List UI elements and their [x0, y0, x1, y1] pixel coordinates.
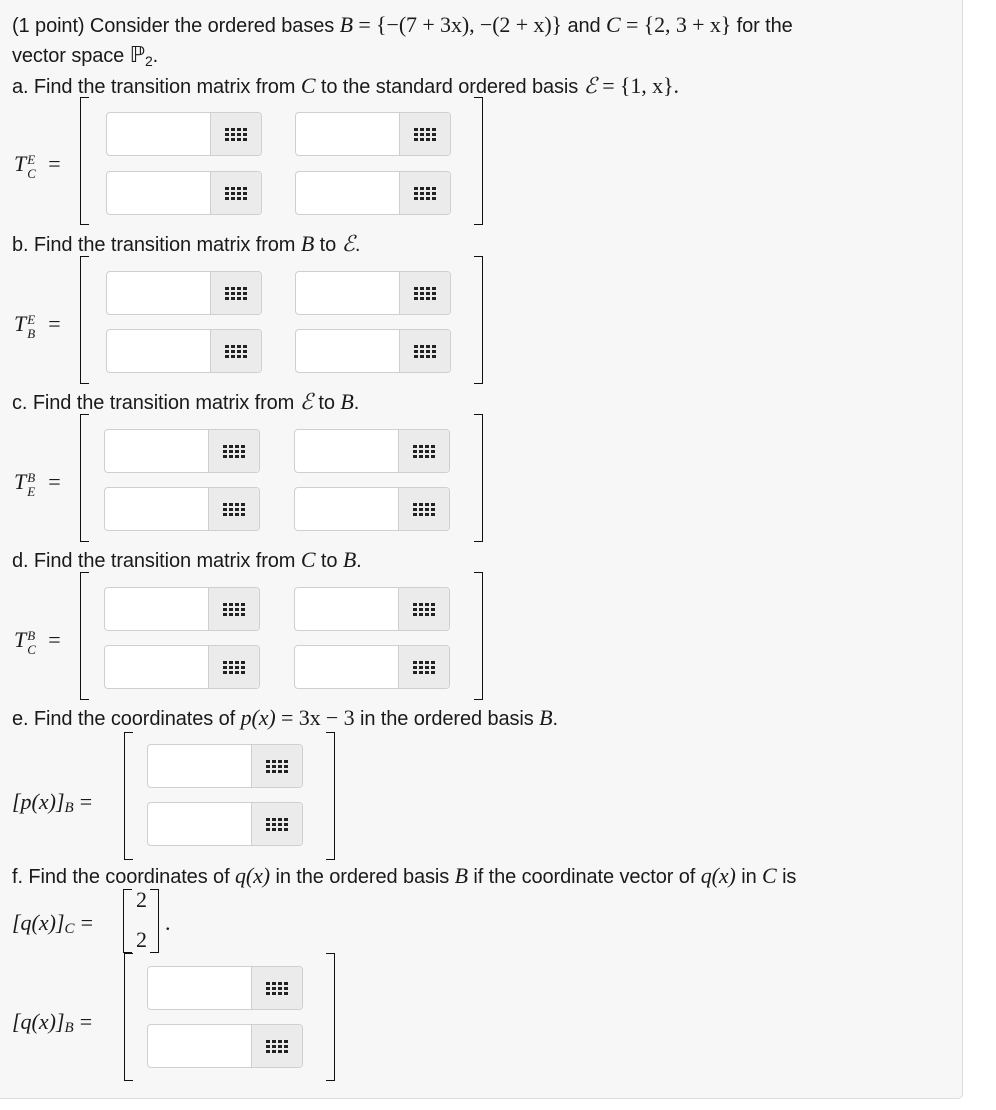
- answer-b-r1c2[interactable]: [295, 271, 451, 315]
- answer-d-r1c1[interactable]: [104, 587, 260, 631]
- answer-input[interactable]: [107, 113, 210, 155]
- answer-f-r2[interactable]: [147, 1024, 303, 1068]
- answer-c-r2c1[interactable]: [104, 487, 260, 531]
- matrix-grid-icon: [266, 1040, 288, 1053]
- right-bracket: [150, 889, 159, 953]
- matrix-grid-button[interactable]: [399, 330, 450, 372]
- answer-input[interactable]: [105, 588, 208, 630]
- matrix-grid-icon: [413, 445, 435, 458]
- matrix-grid-icon: [225, 287, 247, 300]
- part-f-lhs: [q(x)]B =: [12, 1009, 93, 1036]
- part-b-lhs: T E B =: [14, 311, 61, 341]
- answer-a-r1c1[interactable]: [106, 112, 262, 156]
- part-a-lhs: T E C =: [14, 151, 61, 181]
- matrix-grid-icon: [223, 661, 245, 674]
- matrix-grid-icon: [266, 760, 288, 773]
- given-vector-entry-2: 2: [136, 927, 147, 952]
- matrix-grid-icon: [225, 345, 247, 358]
- matrix-grid-button[interactable]: [208, 430, 259, 472]
- given-vector-period: .: [165, 910, 171, 935]
- matrix-grid-icon: [413, 603, 435, 616]
- matrix-grid-icon: [413, 661, 435, 674]
- part-b-prompt: b. Find the transition matrix from B to ℰ.: [12, 231, 361, 256]
- matrix-grid-icon: [223, 503, 245, 516]
- answer-d-r2c2[interactable]: [294, 645, 450, 689]
- right-bracket: [326, 953, 335, 1081]
- answer-d-r2c1[interactable]: [104, 645, 260, 689]
- answer-a-r2c1[interactable]: [106, 171, 262, 215]
- answer-b-r2c2[interactable]: [295, 329, 451, 373]
- answer-input[interactable]: [148, 967, 251, 1009]
- matrix-grid-button[interactable]: [208, 488, 259, 530]
- part-e-lhs: [p(x)]B =: [12, 789, 93, 816]
- matrix-grid-button[interactable]: [399, 113, 450, 155]
- matrix-grid-icon: [414, 128, 436, 141]
- answer-e-r2[interactable]: [147, 802, 303, 846]
- matrix-grid-button[interactable]: [398, 430, 449, 472]
- answer-d-r1c2[interactable]: [294, 587, 450, 631]
- matrix-grid-button[interactable]: [251, 1025, 302, 1067]
- answer-input[interactable]: [296, 272, 399, 314]
- answer-input[interactable]: [107, 172, 210, 214]
- part-a-prompt: a. Find the transition matrix from C to the standard ordered basis ℰ = {1, x}.: [12, 73, 679, 98]
- left-bracket: [124, 953, 133, 1081]
- answer-c-r1c2[interactable]: [294, 429, 450, 473]
- left-bracket: [124, 732, 133, 860]
- matrix-grid-icon: [266, 982, 288, 995]
- matrix-grid-button[interactable]: [398, 488, 449, 530]
- answer-input[interactable]: [296, 113, 399, 155]
- matrix-grid-button[interactable]: [251, 803, 302, 845]
- problem-intro-line2: vector space ℙ$_2$.: [12, 42, 159, 69]
- part-f-prompt: f. Find the coordinates of q(x) in the ordered basis B if the coordinate vector of q(x) in C is: [12, 863, 797, 888]
- answer-input[interactable]: [295, 588, 398, 630]
- matrix-grid-icon: [414, 345, 436, 358]
- part-d-lhs: T B C =: [14, 627, 61, 657]
- answer-a-r2c2[interactable]: [295, 171, 451, 215]
- part-c-lhs: T B E =: [14, 469, 61, 499]
- answer-input[interactable]: [105, 646, 208, 688]
- matrix-grid-icon: [414, 187, 436, 200]
- matrix-grid-icon: [266, 818, 288, 831]
- given-vector-entry-1: 2: [136, 887, 147, 912]
- matrix-grid-icon: [413, 503, 435, 516]
- answer-input[interactable]: [296, 330, 399, 372]
- matrix-grid-button[interactable]: [208, 646, 259, 688]
- answer-input[interactable]: [295, 430, 398, 472]
- matrix-grid-button[interactable]: [251, 745, 302, 787]
- answer-input[interactable]: [295, 488, 398, 530]
- answer-b-r2c1[interactable]: [106, 329, 262, 373]
- answer-input[interactable]: [295, 646, 398, 688]
- left-bracket: [80, 414, 89, 542]
- answer-c-r2c2[interactable]: [294, 487, 450, 531]
- part-c-prompt: c. Find the transition matrix from ℰ to B.: [12, 389, 360, 414]
- matrix-grid-button[interactable]: [251, 967, 302, 1009]
- matrix-grid-button[interactable]: [210, 172, 261, 214]
- answer-input[interactable]: [148, 745, 251, 787]
- answer-a-r1c2[interactable]: [295, 112, 451, 156]
- matrix-grid-icon: [223, 603, 245, 616]
- matrix-grid-button[interactable]: [210, 113, 261, 155]
- matrix-grid-button[interactable]: [398, 646, 449, 688]
- answer-input[interactable]: [107, 272, 210, 314]
- right-bracket: [474, 572, 483, 700]
- part-d-prompt: d. Find the transition matrix from C to B.: [12, 547, 362, 572]
- matrix-grid-button[interactable]: [398, 588, 449, 630]
- matrix-grid-icon: [225, 128, 247, 141]
- matrix-grid-icon: [225, 187, 247, 200]
- matrix-grid-button[interactable]: [210, 272, 261, 314]
- answer-b-r1c1[interactable]: [106, 271, 262, 315]
- matrix-grid-icon: [223, 445, 245, 458]
- answer-input[interactable]: [105, 430, 208, 472]
- right-bracket: [474, 414, 483, 542]
- right-bracket: [326, 732, 335, 860]
- answer-e-r1[interactable]: [147, 744, 303, 788]
- part-e-prompt: e. Find the coordinates of p(x) = 3x − 3 in the ordered basis B.: [12, 705, 558, 730]
- matrix-grid-button[interactable]: [399, 272, 450, 314]
- answer-input[interactable]: [148, 803, 251, 845]
- right-bracket: [474, 256, 483, 384]
- matrix-grid-icon: [414, 287, 436, 300]
- answer-input[interactable]: [148, 1025, 251, 1067]
- answer-input[interactable]: [296, 172, 399, 214]
- answer-c-r1c1[interactable]: [104, 429, 260, 473]
- right-bracket: [474, 97, 483, 225]
- left-bracket: [80, 97, 89, 225]
- left-bracket: [80, 572, 89, 700]
- matrix-grid-button[interactable]: [210, 330, 261, 372]
- matrix-grid-button[interactable]: [208, 588, 259, 630]
- answer-input[interactable]: [107, 330, 210, 372]
- left-bracket: [80, 256, 89, 384]
- problem-intro-line1: (1 point) Consider the ordered bases B = {−(7 + 3x), −(2 + x)} and C = {2, 3 + x} for the: [12, 12, 793, 37]
- answer-f-r1[interactable]: [147, 966, 303, 1010]
- part-f-given-lhs: [q(x)]C =: [12, 910, 93, 937]
- matrix-grid-button[interactable]: [399, 172, 450, 214]
- left-bracket: [123, 889, 132, 953]
- answer-input[interactable]: [105, 488, 208, 530]
